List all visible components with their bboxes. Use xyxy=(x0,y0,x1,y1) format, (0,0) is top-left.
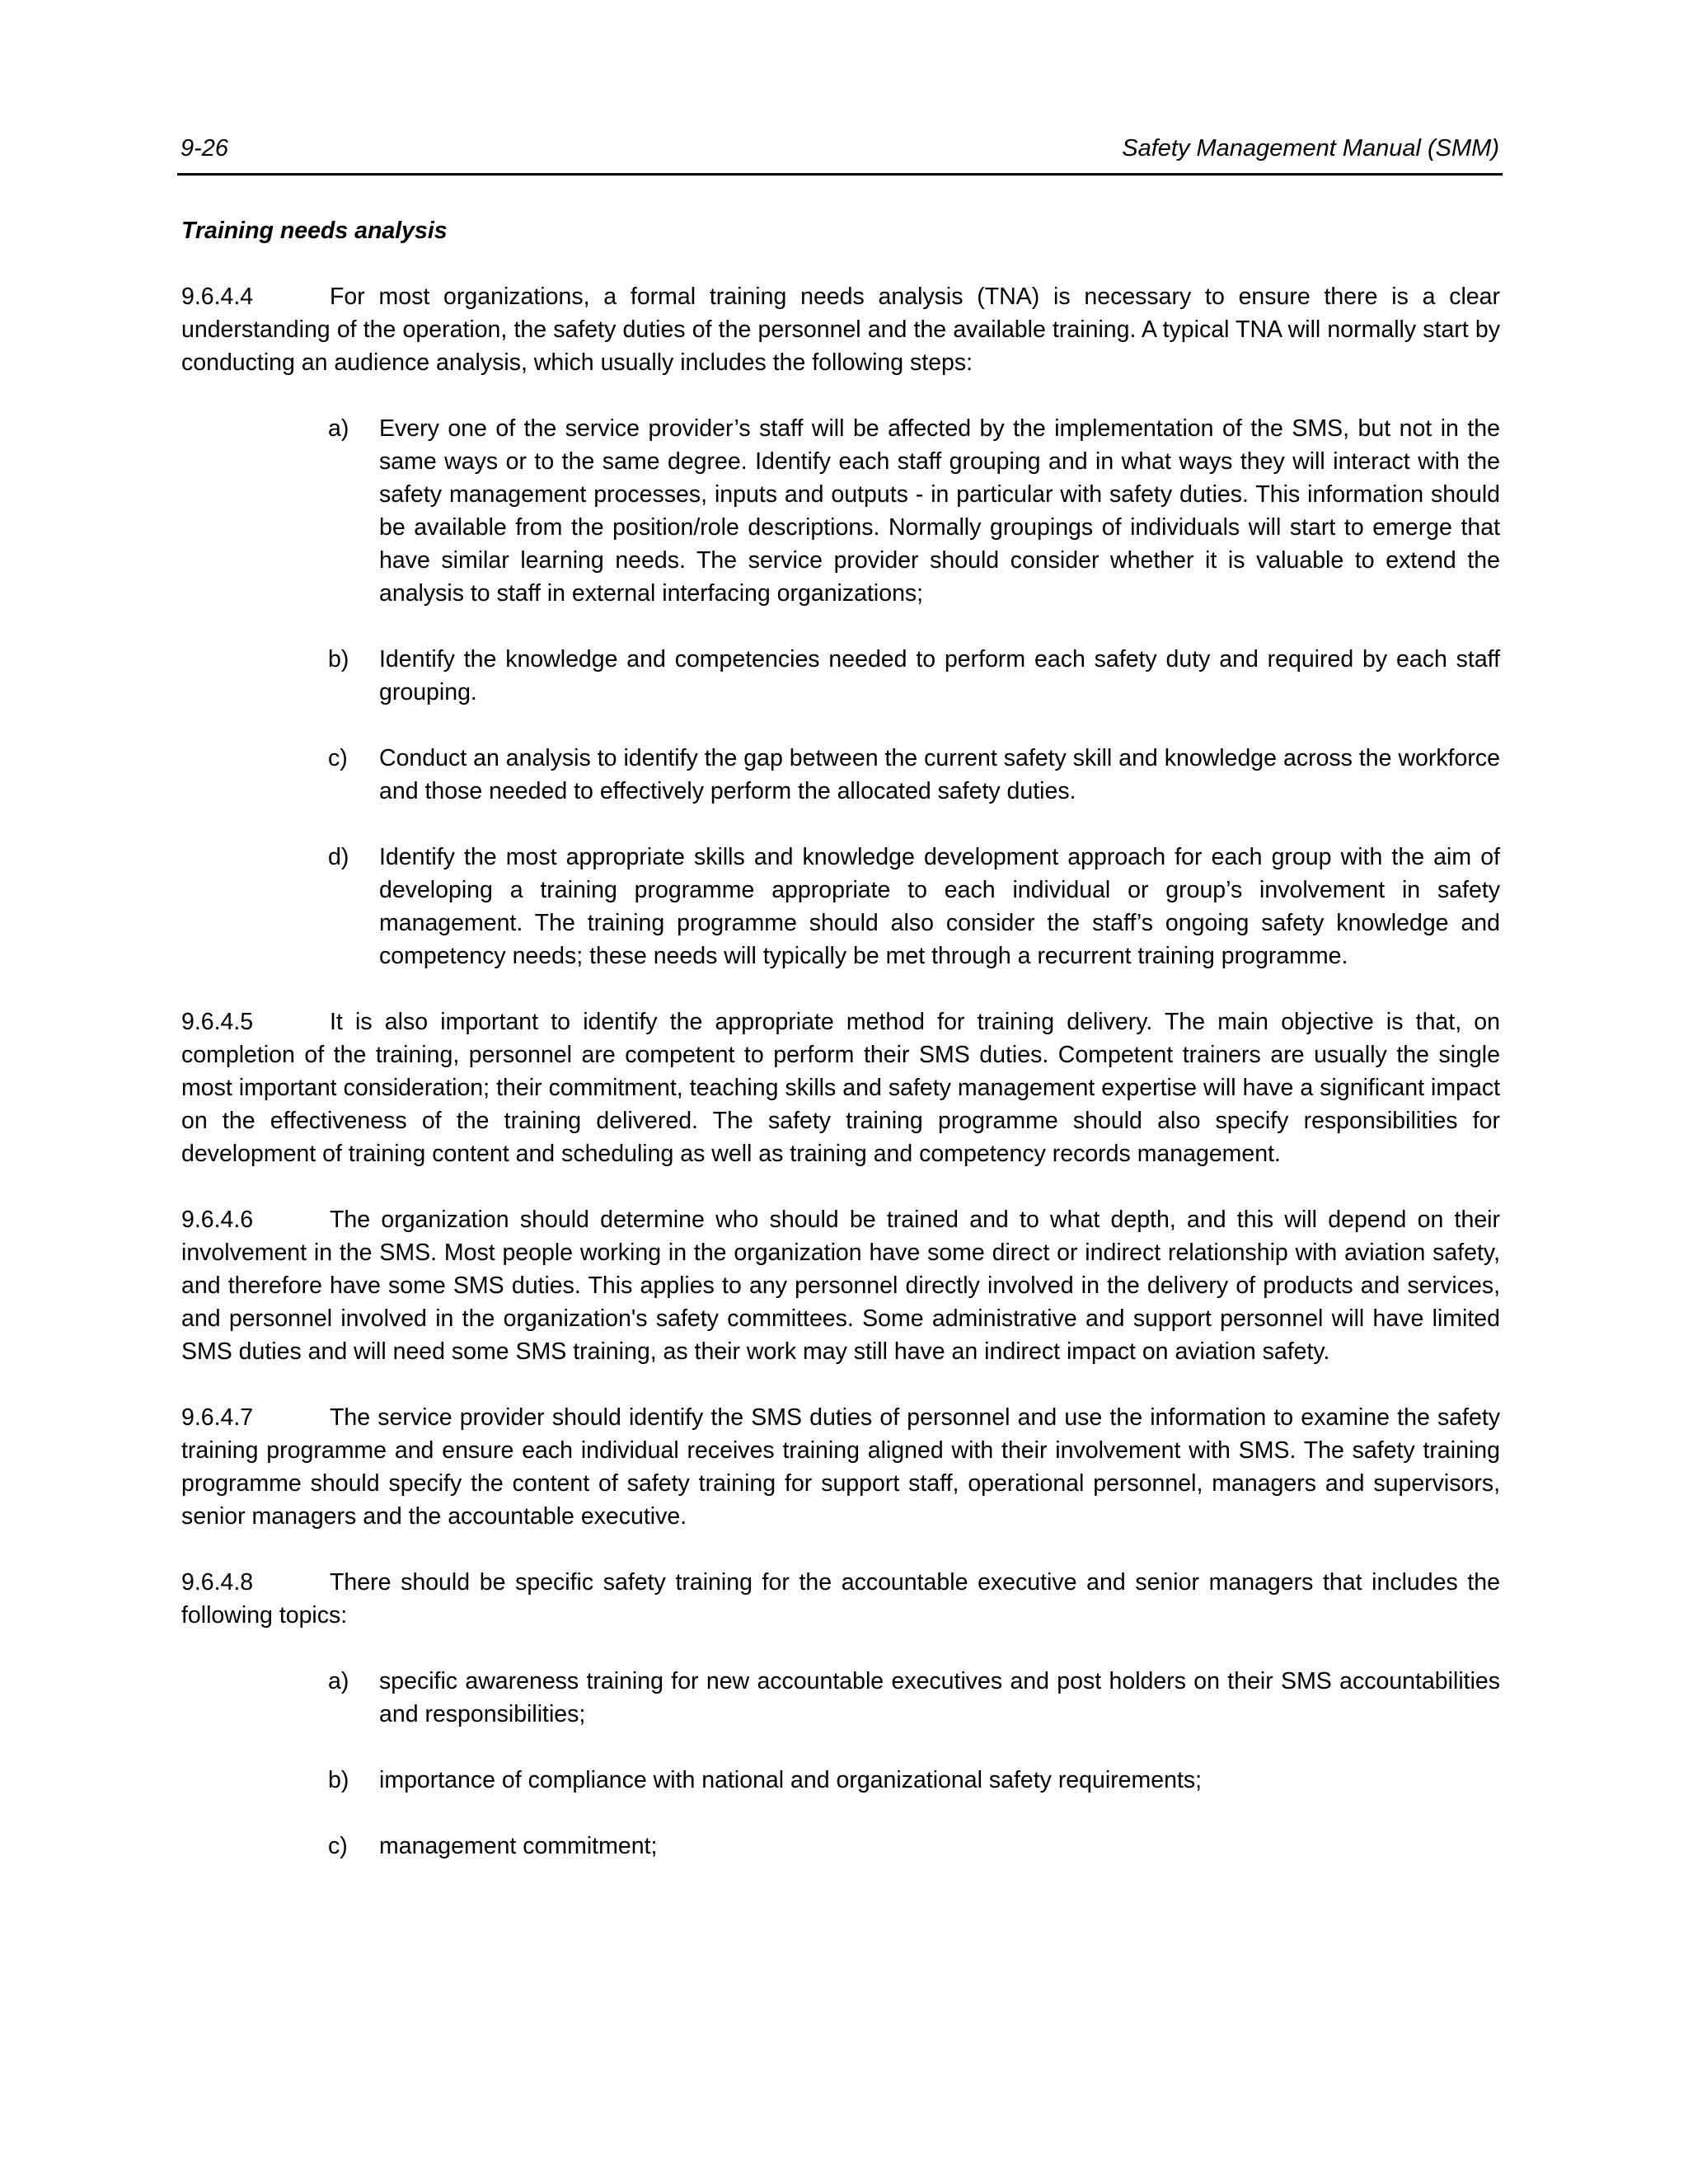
paragraph-9-6-4-8 xyxy=(181,1566,1500,1632)
page-body xyxy=(181,214,1500,1896)
list-item-text: Identify the knowledge and competencies needed to perform each safety duty and required by each staff grouping. xyxy=(379,646,1500,705)
list-item xyxy=(181,1764,1500,1797)
paragraph-number: 9.6.4.5 xyxy=(181,1009,254,1035)
list-item xyxy=(181,412,1500,610)
list-marker: b) xyxy=(328,1767,349,1793)
paragraph-text: It is also important to identify the appropriate method for training delivery. The main objective is that, on completion of the training, personnel are competent to perform their SMS duties. Competent trainers are usually the single most important consideration; their commitment, teaching skills and safety management expertise will have a significant impact on the effectiveness of the training delivered. The safety training programme should also specify responsibilities for development of training content and scheduling as well as training and competency records management. xyxy=(181,1009,1500,1167)
paragraph-9-6-4-5 xyxy=(181,1005,1500,1170)
paragraph-number: 9.6.4.7 xyxy=(181,1404,254,1431)
paragraph-9-6-4-4 xyxy=(181,280,1500,379)
paragraph-text: For most organizations, a formal training needs analysis (TNA) is necessary to ensure there is a clear understanding of the operation, the safety duties of the personnel and the available training. A typical TNA will normally start by conducting an audience analysis, which usually includes the following steps: xyxy=(181,284,1500,376)
list-item xyxy=(181,643,1500,709)
senior-training-topics xyxy=(181,1665,1500,1863)
paragraph-number: 9.6.4.8 xyxy=(181,1569,254,1596)
paragraph-number: 9.6.4.6 xyxy=(181,1207,254,1233)
list-item-text: Identify the most appropriate skills and knowledge development approach for each group with the aim of developing a training programme appropriate to each individual or group’s involvement in safety management. The training programme should also consider the staff’s ongoing safety knowledge and competency needs; these needs will typically be met through a recurrent training programme. xyxy=(379,844,1500,969)
list-item-text: importance of compliance with national and organizational safety requirements; xyxy=(379,1767,1203,1793)
list-item xyxy=(181,742,1500,808)
list-marker: c) xyxy=(328,745,348,771)
paragraph-number: 9.6.4.4 xyxy=(181,284,254,310)
list-marker: c) xyxy=(328,1833,348,1859)
list-marker: a) xyxy=(328,1668,349,1694)
list-marker: a) xyxy=(328,415,349,442)
paragraph-text: There should be specific safety training for the accountable executive and senior managers that includes the following topics: xyxy=(181,1569,1500,1629)
page-number: 9-26 xyxy=(181,135,229,162)
document-title: Safety Management Manual (SMM) xyxy=(1122,135,1499,162)
paragraph-text: The organization should determine who should be trained and to what depth, and this will depend on their involvement in the SMS. Most people working in the organization have some direct or indirect relationship with aviation safety, and therefore have some SMS duties. This applies to any personnel directly involved in the delivery of products and services, and personnel involved in the organization's safety committees. Some administrative and support personnel will have limited SMS duties and will need some SMS training, as their work may still have an indirect impact on aviation safety. xyxy=(181,1207,1500,1365)
list-item-text: Every one of the service provider’s staff will be affected by the implementation of the SMS, but not in the same ways or to the same degree. Identify each staff grouping and in what ways they will interact with the safety management processes, inputs and outputs - in particular with safety duties. This information should be available from the position/role descriptions. Normally groupings of individuals will start to emerge that have similar learning needs. The service provider should consider whether it is valuable to extend the analysis to staff in external interfacing organizations; xyxy=(379,415,1500,607)
list-marker: b) xyxy=(328,646,349,673)
list-item xyxy=(181,1830,1500,1863)
list-marker: d) xyxy=(328,844,349,870)
section-heading: Training needs analysis xyxy=(181,218,448,244)
paragraph-9-6-4-7 xyxy=(181,1401,1500,1533)
list-item xyxy=(181,1665,1500,1731)
list-item-text: specific awareness training for new accountable executives and post holders on their SMS accountabilities and responsibilities; xyxy=(379,1668,1500,1727)
audience-analysis-steps xyxy=(181,412,1500,972)
paragraph-9-6-4-6 xyxy=(181,1203,1500,1368)
list-item-text: management commitment; xyxy=(379,1833,658,1859)
page-header xyxy=(177,132,1503,176)
list-item xyxy=(181,841,1500,972)
list-item-text: Conduct an analysis to identify the gap between the current safety skill and knowledge across the workforce and those needed to effectively perform the allocated safety duties. xyxy=(379,745,1500,804)
paragraph-text: The service provider should identify the SMS duties of personnel and use the information to examine the safety training programme and ensure each individual receives training aligned with their involvement with SMS. The safety training programme should specify the content of safety training for support staff, operational personnel, managers and supervisors, senior managers and the accountable executive. xyxy=(181,1404,1500,1530)
